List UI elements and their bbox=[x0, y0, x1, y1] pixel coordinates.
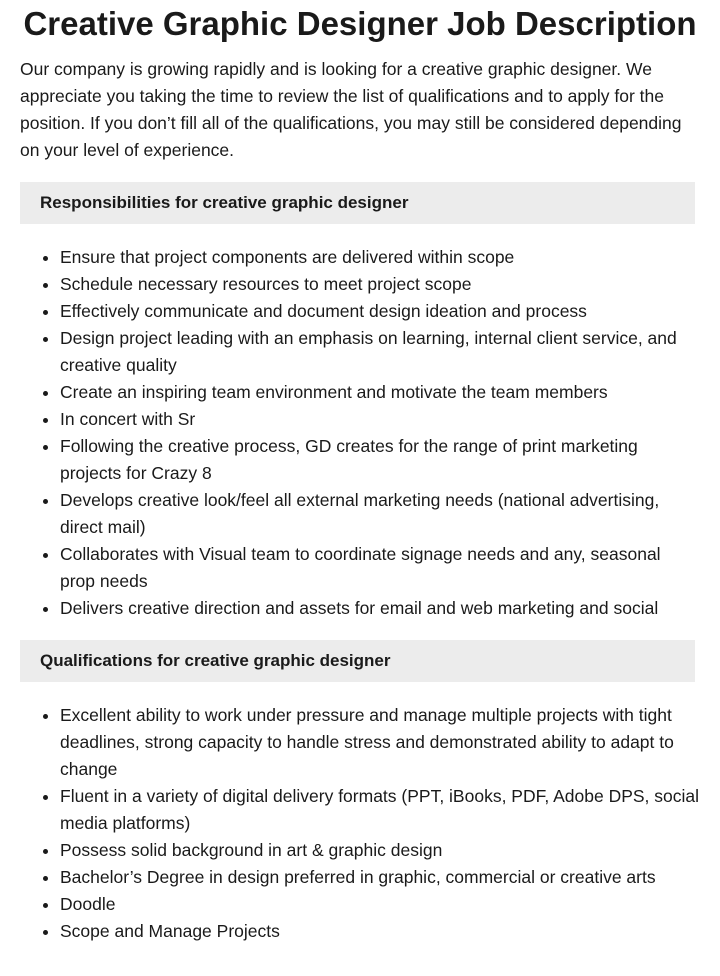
list-item: • Bachelor’s Degree in design preferred in graphic, commercial or creative arts bbox=[60, 864, 700, 891]
list-item: • Following the creative process, GD creates for the range of print marketing projects for Crazy 8 bbox=[60, 433, 700, 487]
list-item: • Delivers creative direction and assets for email and web marketing and social bbox=[60, 595, 700, 622]
list-item: • Ensure that project components are delivered within scope bbox=[60, 244, 700, 271]
list-item: • In concert with Sr bbox=[60, 406, 700, 433]
list-item: • Effectively communicate and document design ideation and process bbox=[60, 298, 700, 325]
list-item: • Possess solid background in art & graphic design bbox=[60, 837, 700, 864]
list-item: • Design project leading with an emphasis on learning, internal client service, and creative quality bbox=[60, 325, 700, 379]
list-item: • Create an inspiring team environment and motivate the team members bbox=[60, 379, 700, 406]
list-item: • Develops creative look/feel all external marketing needs (national advertising, direct mail) bbox=[60, 487, 700, 541]
qualifications-list bbox=[20, 702, 700, 945]
list-item: • Scope and Manage Projects bbox=[60, 918, 700, 945]
list-item: • Collaborates with Visual team to coordinate signage needs and any, seasonal prop needs bbox=[60, 541, 700, 595]
list-item: • Excellent ability to work under pressure and manage multiple projects with tight deadlines, strong capacity to handle stress and demonstrated ability to adapt to change bbox=[60, 702, 700, 783]
page-title: Creative Graphic Designer Job Description bbox=[23, 5, 697, 42]
list-item: • Fluent in a variety of digital delivery formats (PPT, iBooks, PDF, Adobe DPS, social media platforms) bbox=[60, 783, 700, 837]
qualifications-heading: Qualifications for creative graphic designer bbox=[20, 640, 695, 682]
intro-paragraph: Our company is growing rapidly and is looking for a creative graphic designer. We appreciate you taking the time to review the list of qualifications and to apply for the position. If you don’t fill all of the qualifications, you may still be considered depending on your level of experience. bbox=[20, 59, 682, 160]
list-item: • Doodle bbox=[60, 891, 700, 918]
list-item: • Schedule necessary resources to meet project scope bbox=[60, 271, 700, 298]
responsibilities-heading: Responsibilities for creative graphic designer bbox=[20, 182, 695, 224]
responsibilities-list bbox=[20, 244, 700, 622]
